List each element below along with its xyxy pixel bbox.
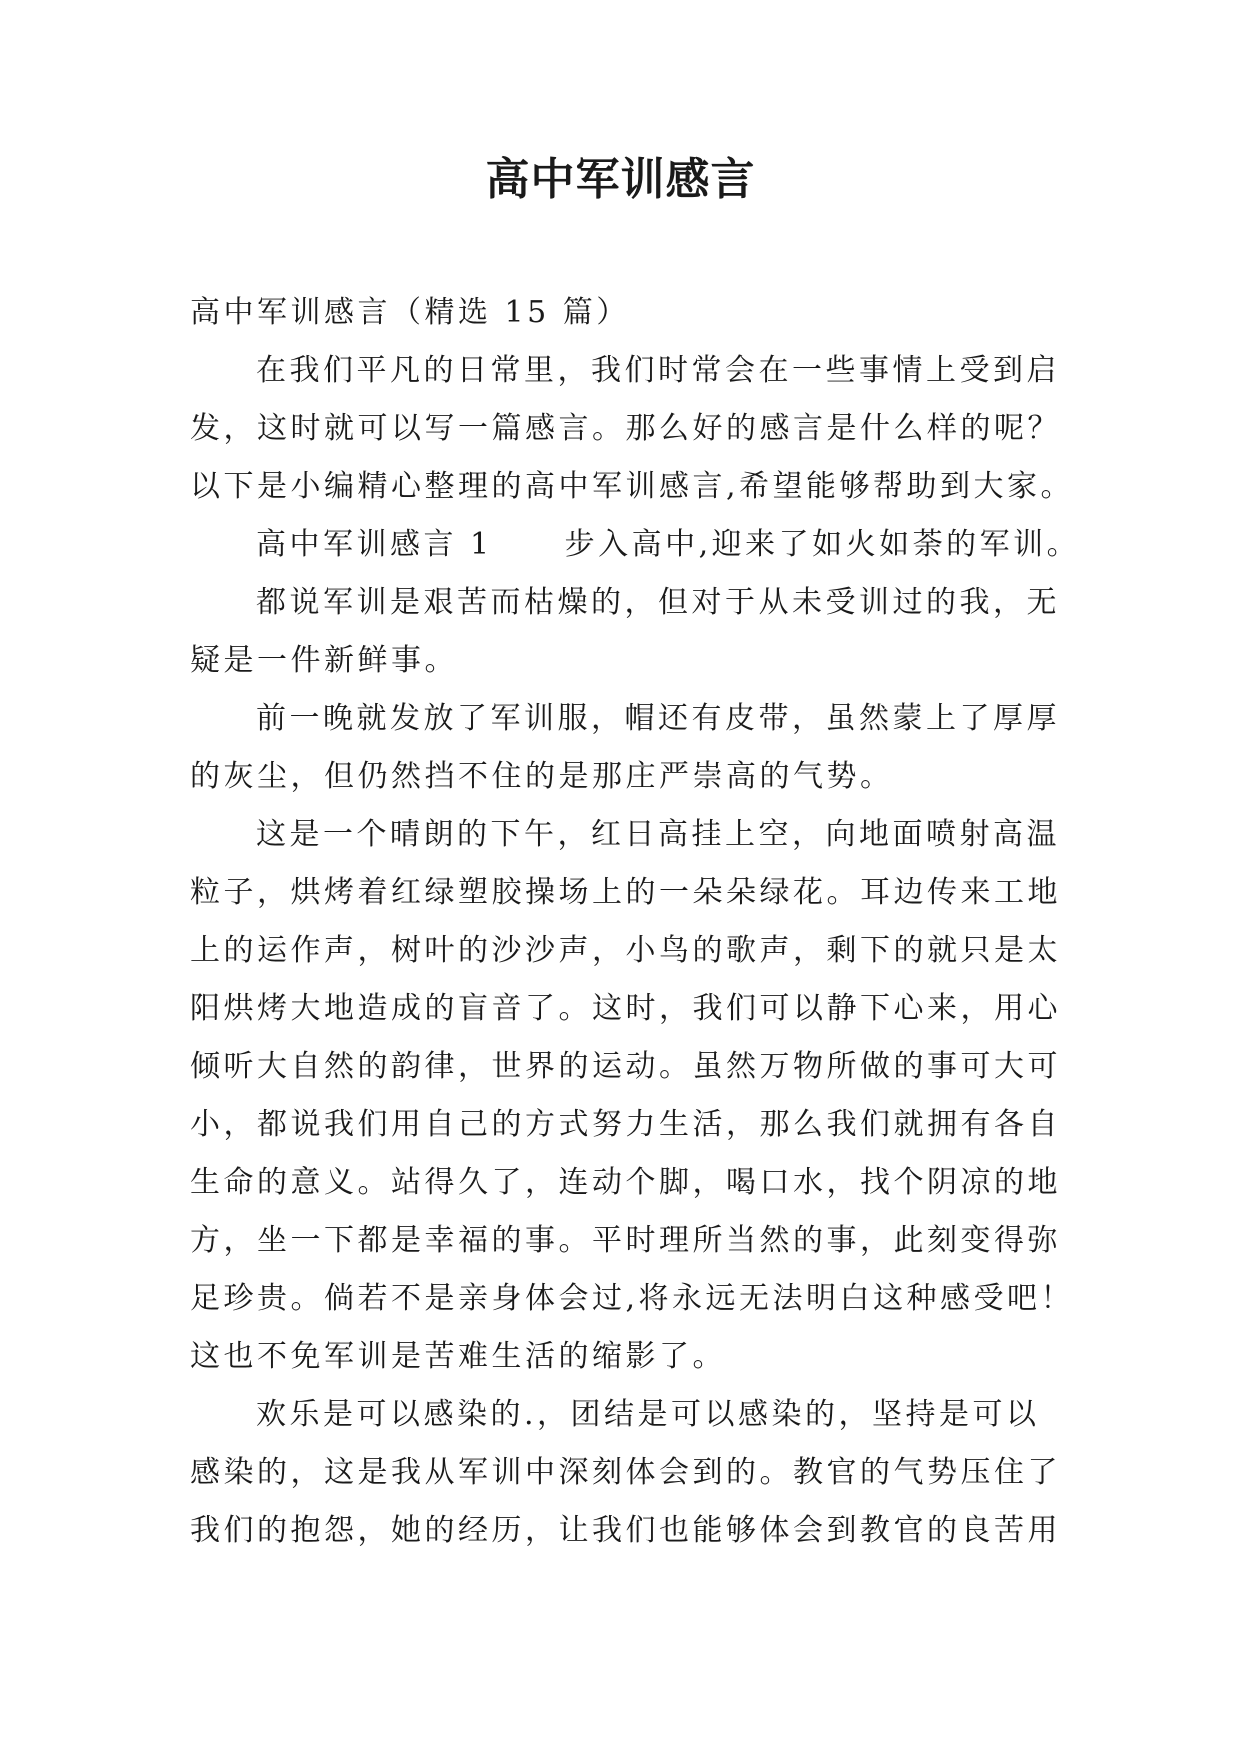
- paragraph-1: [190, 574, 1060, 690]
- paragraph-line: 方，坐一下都是幸福的事。平时理所当然的事，此刻变得弥: [190, 1223, 1061, 1258]
- paragraph-line: 足珍贵。倘若不是亲身体会过,将永远无法明白这种感受吧！: [190, 1281, 1075, 1316]
- paragraph-3: [190, 806, 1075, 1386]
- paragraph-line: 这也不免军训是苦难生活的缩影了。: [190, 1339, 726, 1374]
- paragraph-line: 倾听大自然的韵律，世界的运动。虽然万物所做的事可大可: [190, 1049, 1061, 1084]
- paragraph-line: 我们的抱怨，她的经历，让我们也能够体会到教官的良苦用: [190, 1513, 1061, 1548]
- paragraph-line: 上的运作声，树叶的沙沙声，小鸟的歌声，剩下的就只是太: [190, 933, 1061, 968]
- document-body: [190, 284, 1081, 1560]
- section-heading: 高中军训感言 1: [256, 527, 493, 562]
- document-title: 高中军训感言: [485, 154, 756, 205]
- paragraph-line: 阳烘烤大地造成的盲音了。这时，我们可以静下心来，用心: [190, 991, 1061, 1026]
- paragraph-line: 在我们平凡的日常里，我们时常会在一些事情上受到启: [256, 353, 1060, 388]
- subtitle-line: 高中军训感言（精选 15 篇）: [190, 295, 630, 330]
- paragraph-2: [190, 690, 1060, 806]
- paragraph-line: 这是一个晴朗的下午，红日高挂上空，向地面喷射高温: [256, 817, 1060, 852]
- section-opening-text: 步入高中,迎来了如火如荼的军训。: [564, 527, 1081, 562]
- paragraph-4: [190, 1386, 1060, 1560]
- paragraph-line: 小，都说我们用自己的方式努力生活，那么我们就拥有各自: [190, 1107, 1061, 1142]
- intro-paragraph: [190, 342, 1075, 516]
- paragraph-line: 都说军训是艰苦而枯燥的，但对于从未受训过的我，无: [256, 585, 1060, 620]
- paragraph-line: 的灰尘，但仍然挡不住的是那庄严崇高的气势。: [190, 759, 894, 794]
- paragraph-line: 疑是一件新鲜事。: [190, 643, 458, 678]
- paragraph-line: 生命的意义。站得久了，连动个脚，喝口水，找个阴凉的地: [190, 1165, 1061, 1200]
- paragraph-line: 欢乐是可以感染的.，团结是可以感染的，坚持是可以: [256, 1397, 1040, 1432]
- section-heading-line: [190, 516, 1081, 574]
- paragraph-line: 发，这时就可以写一篇感言。那么好的感言是什么样的呢？: [190, 411, 1061, 446]
- paragraph-line: 前一晚就发放了军训服，帽还有皮带，虽然蒙上了厚厚: [256, 701, 1060, 736]
- paragraph-line: 感染的，这是我从军训中深刻体会到的。教官的气势压住了: [190, 1455, 1061, 1490]
- paragraph-line: 以下是小编精心整理的高中军训感言,希望能够帮助到大家。: [190, 469, 1075, 504]
- paragraph-line: 粒子，烘烤着红绿塑胶操场上的一朵朵绿花。耳边传来工地: [190, 875, 1061, 910]
